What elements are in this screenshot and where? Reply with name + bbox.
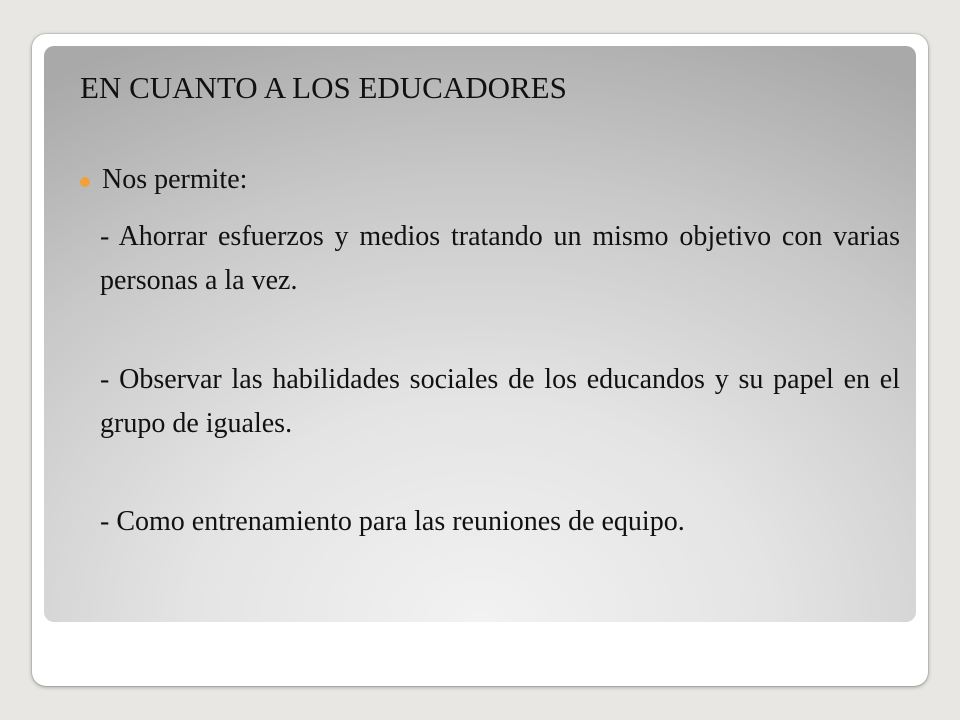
slide-title: EN CUANTO A LOS EDUCADORES bbox=[80, 70, 567, 105]
paragraph-1: - Ahorrar esfuerzos y medios tratando un mismo objetivo con varias personas a la vez. bbox=[100, 221, 900, 296]
bullet-dot-icon bbox=[80, 177, 90, 187]
bullet-item bbox=[80, 164, 247, 196]
paragraph-3: - Como entrenamiento para las reuniones de equipo. bbox=[100, 506, 685, 537]
bullet-text: Nos permite: bbox=[102, 164, 248, 195]
paragraph-2: - Observar las habilidades sociales de los educandos y su papel en el grupo de iguales. bbox=[100, 364, 900, 439]
